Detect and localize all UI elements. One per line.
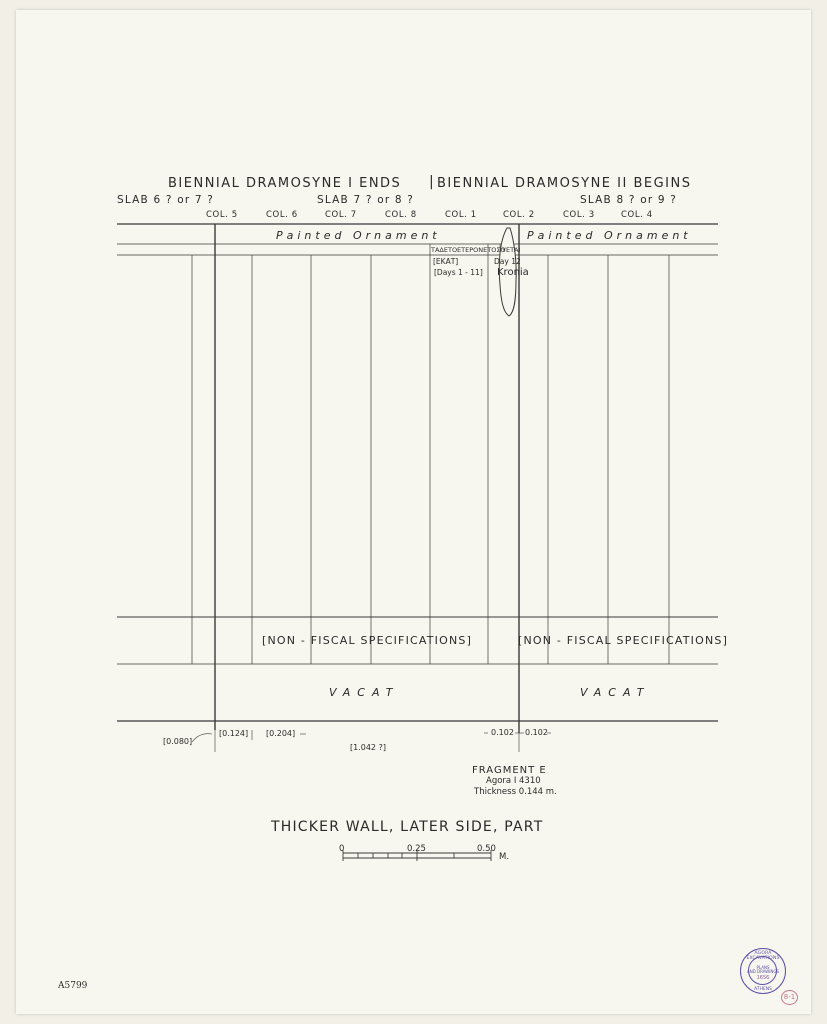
fragment-thickness: Thickness 0.144 m. <box>474 787 557 797</box>
column-label: COL. 7 <box>325 210 357 220</box>
stamp-middle-text-2: AND DRAWINGS <box>746 969 780 974</box>
vacat-label-left: VACAT <box>329 686 400 699</box>
scale-label-end: 0.50 <box>477 844 496 854</box>
drawing-title: THICKER WALL, LATER SIDE, PART <box>271 819 544 835</box>
column-label: COL. 1 <box>445 210 477 220</box>
inscription-kronia: Kronia <box>497 267 529 278</box>
inscription-day12: Day 12 <box>494 257 521 266</box>
inscription-days: [Days 1 - 11] <box>434 268 483 277</box>
stamp-bottom-text: ATHENS <box>754 987 772 992</box>
ornament-label-left: Painted Ornament <box>276 229 441 242</box>
column-label: COL. 8 <box>385 210 417 220</box>
inscription-text-2: ΥΕΤΑΙ <box>502 246 521 254</box>
dimension-label: [1.042 ?] <box>350 743 386 752</box>
dimension-label: 0.102 <box>491 728 514 737</box>
archive-number: A5799 <box>58 981 88 991</box>
scale-label-zero: 0 <box>339 844 345 854</box>
column-label: COL. 5 <box>206 210 238 220</box>
slab-label-left: SLAB 6 ? or 7 ? <box>117 194 215 206</box>
stamp-middle-text: PLANS <box>756 965 770 970</box>
column-label: COL. 3 <box>563 210 595 220</box>
inscription-ekat: [ΕΚΑΤ] <box>433 257 459 266</box>
archive-stamp <box>740 948 786 994</box>
vacat-label-right: VACAT <box>580 686 651 699</box>
nonfiscal-label-right: [NON - FISCAL SPECIFICATIONS] <box>518 634 729 647</box>
dimension-label: [0.204] <box>266 729 296 738</box>
fragment-agora: Agora I 4310 <box>486 776 541 786</box>
ornament-label-right: Painted Ornament <box>527 229 692 242</box>
scale-label-mid: 0.25 <box>407 844 426 854</box>
dimension-label: [0.080] <box>163 737 193 746</box>
column-label: COL. 6 <box>266 210 298 220</box>
fragment-name: FRAGMENT E <box>472 765 547 776</box>
column-label: COL. 4 <box>621 210 653 220</box>
header-right: BIENNIAL DRAMOSYNE II BEGINS <box>437 176 692 191</box>
slab-label-middle: SLAB 7 ? or 8 ? <box>317 194 415 206</box>
pencil-note: 8-1 <box>781 990 798 1005</box>
dimension-leader <box>192 734 212 742</box>
header-left: BIENNIAL DRAMOSYNE I ENDS <box>168 176 402 191</box>
dimension-label: 0.102 <box>525 728 548 737</box>
stamp-top-text: AGORA EXCAVATIONS <box>746 951 780 961</box>
slab-label-right: SLAB 8 ? or 9 ? <box>580 194 678 206</box>
scale-unit: M. <box>499 852 510 862</box>
stamp-number: 1656 <box>756 975 770 981</box>
column-label: COL. 2 <box>503 210 535 220</box>
inscription-text: ΤΑΔΕΤΟΕΤΕΡΟΝΕΤΟΣΟ <box>431 246 506 254</box>
dimension-label: [0.124] <box>219 729 249 738</box>
header-divider: | <box>429 174 436 190</box>
nonfiscal-label-left: [NON - FISCAL SPECIFICATIONS] <box>262 634 473 647</box>
